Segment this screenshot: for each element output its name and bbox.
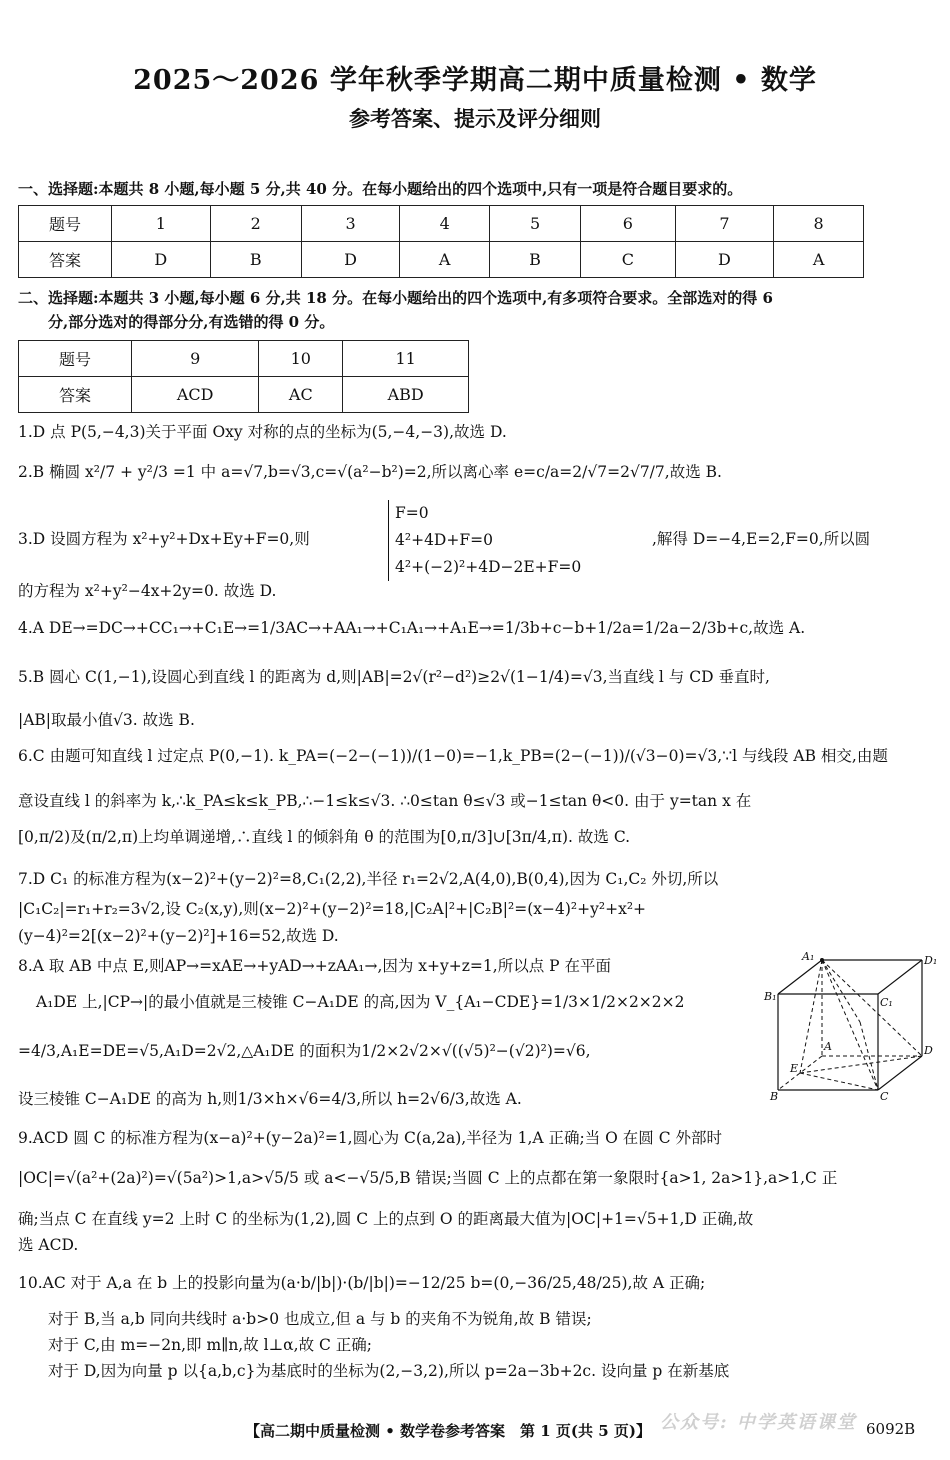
solution-6-end: [0,π/2)及(π/2,π)上均单调递增,∴直线 l 的倾斜角 θ 的范围为[0,π/3]∪[3π/4,π). 故选 C. [18, 828, 631, 846]
table-cell: C [581, 242, 676, 278]
table-cell: 8 [774, 206, 864, 242]
vertex-label: B [770, 1090, 779, 1103]
vertex-label: C [880, 1090, 889, 1103]
table-cell: 6 [581, 206, 676, 242]
table-cell: 11 [343, 341, 469, 377]
solution-6-cont: 意设直线 l 的斜率为 k,∴k_PA≤k≤k_PB,∴−1≤k≤√3. ∴0≤tan θ≤√3 或−1≤tan θ<0. 由于 y=tan x 在 [18, 792, 752, 810]
solution-8-cont2: =4/3,A₁E=DE=√5,A₁D=2√2,△A₁DE 的面积为1/2×2√2×√((√5)²−(√2)²)=√6, [18, 1042, 591, 1060]
vertex-label: A [824, 1040, 832, 1053]
solution-7-end: (y−4)²=2[(x−2)²+(y−2)²]+16=52,故选 D. [18, 927, 339, 945]
solution-3-end: 的方程为 x²+y²−4x+2y=0. 故选 D. [18, 582, 277, 600]
table-cell: 3 [301, 206, 400, 242]
row-label: 答案 [19, 242, 112, 278]
table-cell: 1 [112, 206, 211, 242]
answer-table-1 [18, 205, 864, 278]
table-cell: A [774, 242, 864, 278]
table-row [19, 341, 469, 377]
page-title: 2025～2026 学年秋季学期高二期中质量检测 • 数学 [133, 65, 817, 96]
solution-10-c: 对于 C,由 m=−2n,即 m∥n,故 l⊥α,故 C 正确; [48, 1336, 373, 1354]
solution-9-cont2: 确;当点 C 在直线 y=2 上时 C 的坐标为(1,2),圆 C 上的点到 O 的距离最大值为|OC|+1=√5+1,D 正确,故 [18, 1210, 754, 1228]
table-cell: ACD [132, 377, 259, 413]
table-row [19, 377, 469, 413]
solution-2: 2.B 椭圆 x²/7 + y²/3 =1 中 a=√7,b=√3,c=√(a²−b²)=2,所以离心率 e=c/a=2/√7=2√7/7,故选 B. [18, 463, 722, 481]
table-cell: 2 [210, 206, 301, 242]
vertex-label: A₁ [802, 950, 815, 963]
row-label: 题号 [19, 206, 112, 242]
solution-7: 7.D C₁ 的标准方程为(x−2)²+(y−2)²=8,C₁(2,2),半径 r₁=2√2,A(4,0),B(0,4),因为 C₁,C₂ 外切,所以 [18, 870, 719, 888]
footer-page-info: 【高二期中质量检测 • 数学卷参考答案 第 1 页(共 5 页)】 [245, 1422, 651, 1440]
solution-1: 1.D 点 P(5,−4,3)关于平面 Oxy 对称的点的坐标为(5,−4,−3),故选 D. [18, 423, 507, 441]
solution-8: 8.A 取 AB 中点 E,则AP→=xAE→+yAD→+zAA₁→,因为 x+y+z=1,所以点 P 在平面 [18, 957, 611, 975]
table-cell: D [675, 242, 774, 278]
solution-9: 9.ACD 圆 C 的标准方程为(x−a)²+(y−2a)²=1,圆心为 C(a,2a),半径为 1,A 正确;当 O 在圆 C 外部时 [18, 1129, 723, 1147]
table-row [19, 206, 864, 242]
table-cell: A [400, 242, 490, 278]
vertex-label: E [790, 1062, 799, 1075]
equation-system [388, 500, 581, 581]
table-cell: D [301, 242, 400, 278]
solution-3-cont: ,解得 D=−4,E=2,F=0,所以圆 [652, 530, 871, 548]
table-cell: ABD [343, 377, 469, 413]
solution-7-cont: |C₁C₂|=r₁+r₂=3√2,设 C₂(x,y),则(x−2)²+(y−2)²=18,|C₂A|²+|C₂B|²=(x−4)²+y²+x²+ [18, 900, 647, 918]
solution-3: 3.D 设圆方程为 x²+y²+Dx+Ey+F=0,则 [18, 530, 310, 548]
vertex-label: B₁ [764, 990, 777, 1003]
solution-10: 10.AC 对于 A,a 在 b 上的投影向量为(a·b/|b|)·(b/|b|)=−12/25 b=(0,−36/25,48/25),故 A 正确; [18, 1274, 706, 1292]
table-cell: B [210, 242, 301, 278]
vertex-label: D₁ [924, 954, 938, 967]
solution-6: 6.C 由题可知直线 l 过定点 P(0,−1). k_PA=(−2−(−1))/(1−0)=−1,k_PB=(2−(−1))/(√3−0)=√3,∵l 与线段 AB 相交,由题 [18, 747, 888, 765]
solution-8-cont: A₁DE 上,|CP→|的最小值就是三棱锥 C−A₁DE 的高,因为 V_{A₁−CDE}=1/3×1/2×2×2×2 [36, 993, 685, 1011]
table-cell: D [112, 242, 211, 278]
equation-line: F=0 [395, 504, 429, 522]
watermark: 公众号: 中学英语课堂 [660, 1412, 857, 1433]
solution-5-end: |AB|取最小值√3. 故选 B. [18, 711, 195, 729]
solution-10-d: 对于 D,因为向量 p 以{a,b,c}为基底时的坐标为(2,−3,2),所以 p=2a−3b+2c. 设向量 p 在新基底 [48, 1362, 730, 1380]
table-cell: AC [259, 377, 343, 413]
row-label: 题号 [19, 341, 132, 377]
equation-line: 4²+4D+F=0 [395, 531, 493, 549]
solution-9-end: 选 ACD. [18, 1236, 79, 1254]
solution-4: 4.A DE→=DC→+CC₁→+C₁E→=1/3AC→+AA₁→+C₁A₁→+A₁E→=1/3b+c−b+1/2a=1/2a−2/3b+c,故选 A. [18, 619, 806, 637]
solution-5: 5.B 圆心 C(1,−1),设圆心到直线 l 的距离为 d,则|AB|=2√(r²−d²)≥2√(1−1/4)=√3,当直线 l 与 CD 垂直时, [18, 668, 770, 686]
solution-8-end: 设三棱锥 C−A₁DE 的高为 h,则1/3×h×√6=4/3,所以 h=2√6/3,故选 A. [18, 1090, 522, 1108]
section2-heading: 二、选择题:本题共 3 小题,每小题 6 分,共 18 分。在每小题给出的四个选项中,有多项符合要求。全部选对的得 6 [18, 289, 773, 307]
footer-code: 6092B [866, 1420, 916, 1438]
row-label: 答案 [19, 377, 132, 413]
table-cell: 4 [400, 206, 490, 242]
table-cell: 10 [259, 341, 343, 377]
solution-9-cont: |OC|=√(a²+(2a)²)=√(5a²)>1,a>√5/5 或 a<−√5/5,B 错误;当圆 C 上的点都在第一象限时{a>1, 2a>1},a>1,C 正 [18, 1169, 838, 1187]
answer-table-2 [18, 340, 469, 413]
cube-figure [760, 950, 940, 1110]
solution-10-b: 对于 B,当 a,b 同向共线时 a·b>0 也成立,但 a 与 b 的夹角不为锐角,故 B 错误; [48, 1310, 592, 1328]
table-row [19, 242, 864, 278]
section1-heading: 一、选择题:本题共 8 小题,每小题 5 分,共 40 分。在每小题给出的四个选项中,只有一项是符合题目要求的。 [18, 180, 743, 198]
page-subtitle: 参考答案、提示及评分细则 [349, 106, 601, 131]
vertex-label: D [924, 1044, 933, 1057]
table-cell: 7 [675, 206, 774, 242]
table-cell: 5 [490, 206, 581, 242]
equation-line: 4²+(−2)²+4D−2E+F=0 [395, 558, 582, 576]
vertex-label: C₁ [880, 996, 893, 1009]
table-cell: B [490, 242, 581, 278]
section2-heading-cont: 分,部分选对的得部分分,有选错的得 0 分。 [48, 313, 335, 331]
table-cell: 9 [132, 341, 259, 377]
